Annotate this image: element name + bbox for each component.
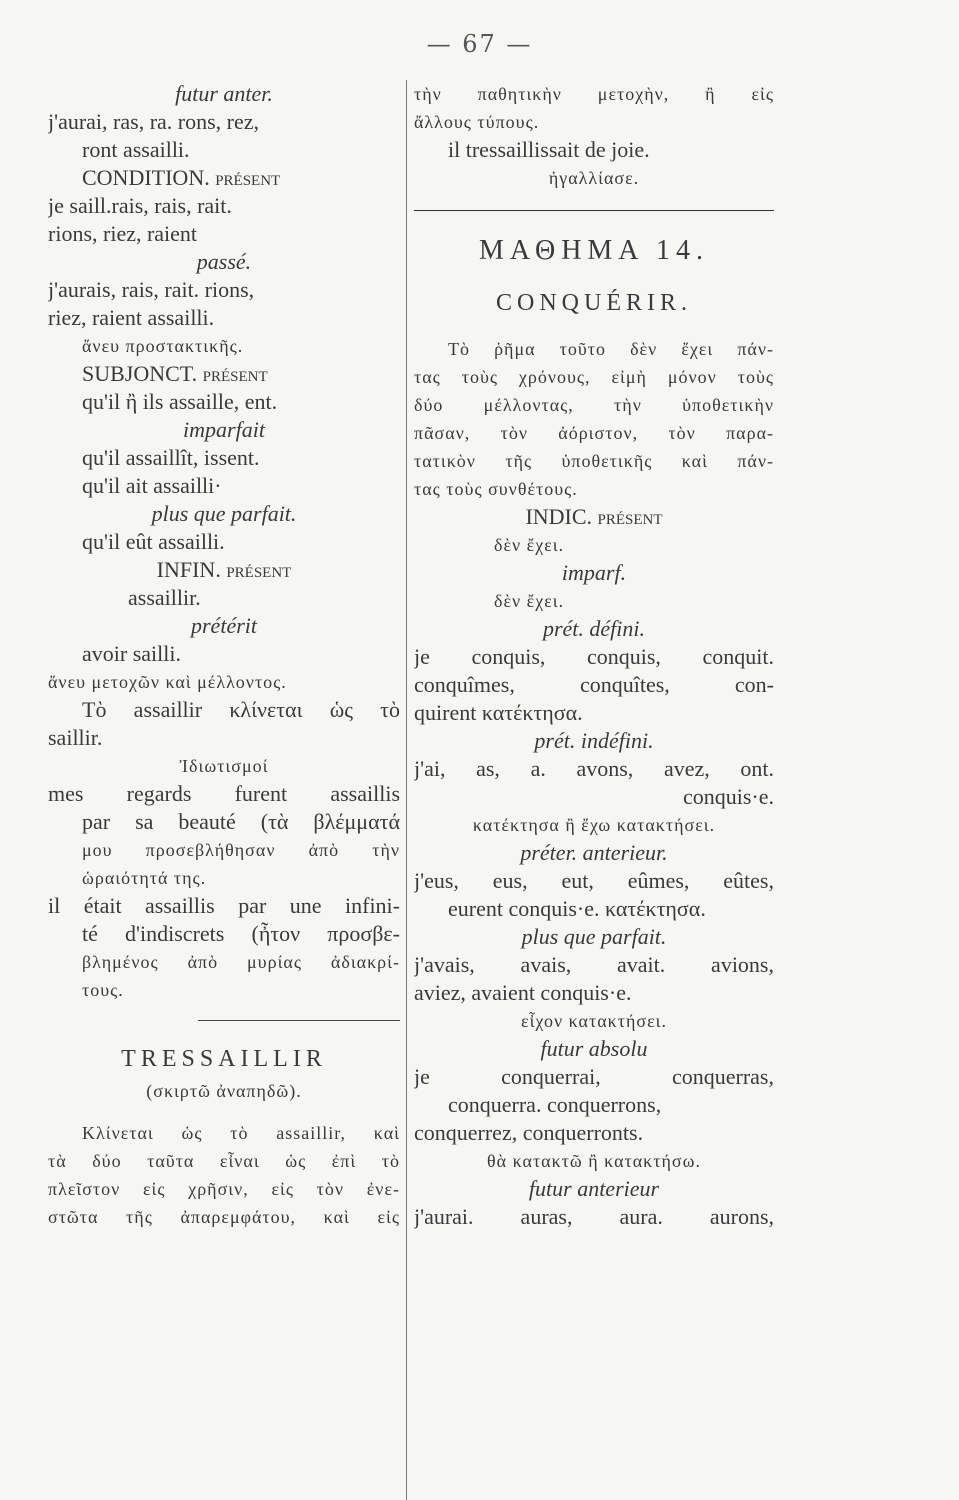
text-line: futur anterieur bbox=[528, 1176, 660, 1201]
text-line: τατικὸν τῆς ὑποθετικῆς καὶ πάν- bbox=[414, 451, 774, 471]
text-line: j'aurai, ras, ra. rons, rez, bbox=[48, 109, 260, 134]
text-line: préter. anterieur. bbox=[520, 840, 668, 865]
text-line: prét. indéfini. bbox=[534, 728, 654, 753]
spacer bbox=[414, 271, 774, 285]
text-line: Τὸ assaillir κλίνεται ὡς τὸ bbox=[82, 697, 400, 722]
text-line: ὡραιότητά της. bbox=[82, 868, 207, 888]
text-line: τας τοὺς χρόνους, εἰμὴ μόνον τοὺς bbox=[414, 367, 774, 387]
text-line: δύο μέλλοντας, τὴν ὑποθετικὴν bbox=[414, 395, 774, 415]
text-line: futur anter. bbox=[175, 81, 273, 106]
page-number: — 67 — bbox=[426, 30, 533, 58]
right-column bbox=[414, 80, 774, 1231]
text-line: eurent conquis·e. κατέκτησα. bbox=[448, 896, 706, 921]
text-line: ἄνευ προστακτικῆς. bbox=[82, 336, 244, 356]
spacer bbox=[414, 321, 774, 335]
text-line: εἶχον κατακτήσει. bbox=[521, 1011, 667, 1031]
text-line: INDIC. présent bbox=[525, 504, 663, 529]
text-line: riez, raient assailli. bbox=[48, 305, 215, 330]
text-line: ἄνευ μετοχῶν καὶ μέλλοντος. bbox=[48, 672, 287, 692]
text-line: aviez, avaient conquis·e. bbox=[414, 980, 632, 1005]
text-line: ἠγαλλίασε. bbox=[548, 168, 640, 188]
section-rule bbox=[198, 1020, 400, 1021]
text-line: futur absolu bbox=[540, 1036, 648, 1061]
text-line: CONDITION. présent bbox=[82, 165, 281, 190]
text-line: ἄλλους τύπους. bbox=[414, 112, 540, 132]
right-text-block bbox=[414, 335, 774, 1231]
text-line: j'avais, avais, avait. avions, bbox=[414, 952, 774, 977]
text-line: INFIN. présent bbox=[156, 557, 292, 582]
lesson-rule bbox=[414, 210, 774, 211]
text-line: qu'il ἢ ils assaille, ent. bbox=[82, 389, 278, 414]
text-line: rions, riez, raient bbox=[48, 221, 198, 246]
text-line: conquîmes, conquîtes, con- bbox=[414, 672, 774, 697]
text-line: θὰ κατακτῶ ἢ κατακτήσω. bbox=[487, 1151, 701, 1171]
section-subtitle: (σκιρτῶ ἀναπηδῶ). bbox=[146, 1081, 302, 1101]
text-line: πᾶσαν, τὸν ἀόριστον, τὸν παρα- bbox=[414, 423, 774, 443]
text-line: imparfait bbox=[183, 417, 265, 442]
text-line: j'eus, eus, eut, eûmes, eûtes, bbox=[414, 868, 774, 893]
text-line: il était assaillis par une infini- bbox=[48, 893, 400, 918]
text-line: par sa beauté (τὰ βλέμματά bbox=[82, 809, 400, 834]
left-column bbox=[48, 80, 400, 1231]
text-line: avoir sailli. bbox=[82, 641, 181, 666]
text-line: quirent κατέκτησα. bbox=[414, 700, 583, 725]
text-line: qu'il eût assailli. bbox=[82, 529, 225, 554]
text-line: té d'indiscrets (ἦτον προσβε- bbox=[82, 921, 400, 946]
text-line: prétérit bbox=[191, 613, 257, 638]
text-line: je saill.rais, rais, rait. bbox=[48, 193, 232, 218]
text-line: τους. bbox=[82, 980, 124, 1000]
text-line: il tressaillissait de joie. bbox=[448, 137, 650, 162]
right-top-block bbox=[414, 80, 774, 192]
text-line: mes regards furent assaillis bbox=[48, 781, 400, 806]
text-line: στῶτα τῆς ἀπαρεμφάτου, καὶ εἰς bbox=[48, 1207, 400, 1227]
text-line: plus que parfait. bbox=[521, 924, 667, 949]
text-line: τας τοὺς συνθέτους. bbox=[414, 479, 578, 499]
section-title: TRESSAILLIR bbox=[121, 1046, 327, 1072]
left-body-block bbox=[48, 1119, 400, 1231]
text-line: δὲν ἔχει. bbox=[494, 591, 565, 611]
text-line: SUBJONCT. présent bbox=[82, 361, 268, 386]
lesson-heading: ΜΑΘΗΜΑ 14. bbox=[479, 235, 709, 266]
text-line: j'aurais, rais, rait. rions, bbox=[48, 277, 255, 302]
text-line: qu'il assaillît, issent. bbox=[82, 445, 260, 470]
text-line: imparf. bbox=[561, 560, 627, 585]
text-line: τὰ δύο ταῦτα εἶναι ὡς ἐπὶ τὸ bbox=[48, 1151, 400, 1171]
left-text-block bbox=[48, 80, 400, 1004]
text-line: conquerrez, conquerronts. bbox=[414, 1120, 644, 1145]
text-line: βλημένος ἀπὸ μυρίας ἀδιακρί- bbox=[82, 952, 400, 972]
text-line: τὴν παθητικὴν μετοχὴν, ἢ εἰς bbox=[414, 84, 774, 104]
text-line: je conquerrai, conquerras, bbox=[414, 1064, 774, 1089]
text-line: δὲν ἔχει. bbox=[494, 535, 565, 555]
text-line: Τὸ ῥῆμα τοῦτο δὲν ἔχει πάν- bbox=[448, 339, 774, 359]
column-divider bbox=[406, 80, 407, 1500]
text-line: conquerra. conquerrons, bbox=[448, 1092, 662, 1117]
text-line: plus que parfait. bbox=[151, 501, 297, 526]
text-line: κατέκτησα ἢ ἔχω κατακτήσει. bbox=[472, 815, 716, 835]
text-line: assaillir. bbox=[128, 585, 201, 610]
text-line: j'ai, as, a. avons, avez, ont. bbox=[414, 756, 774, 781]
text-line: je conquis, conquis, conquit. bbox=[414, 644, 774, 669]
text-line: passé. bbox=[196, 249, 252, 274]
verb-title: CONQUÉRIR. bbox=[495, 290, 692, 316]
text-line: j'aurai. auras, aura. aurons, bbox=[414, 1204, 774, 1229]
text-line: μου προσεβλήθησαν ἀπὸ τὴν bbox=[82, 840, 400, 860]
text-line: saillir. bbox=[48, 725, 103, 750]
text-line: prét. défini. bbox=[542, 616, 646, 641]
text-line: Κλίνεται ὡς τὸ assaillir, καὶ bbox=[82, 1123, 400, 1143]
text-line: Ἰδιωτισμοί bbox=[179, 756, 269, 776]
text-line: ront assailli. bbox=[82, 137, 190, 162]
text-line: πλεῖστον εἰς χρῆσιν, εἰς τὸν ἐνε- bbox=[48, 1179, 400, 1199]
spacer bbox=[48, 1105, 400, 1119]
text-line: conquis·e. bbox=[682, 784, 774, 809]
text-line: qu'il ait assailli· bbox=[82, 473, 222, 498]
